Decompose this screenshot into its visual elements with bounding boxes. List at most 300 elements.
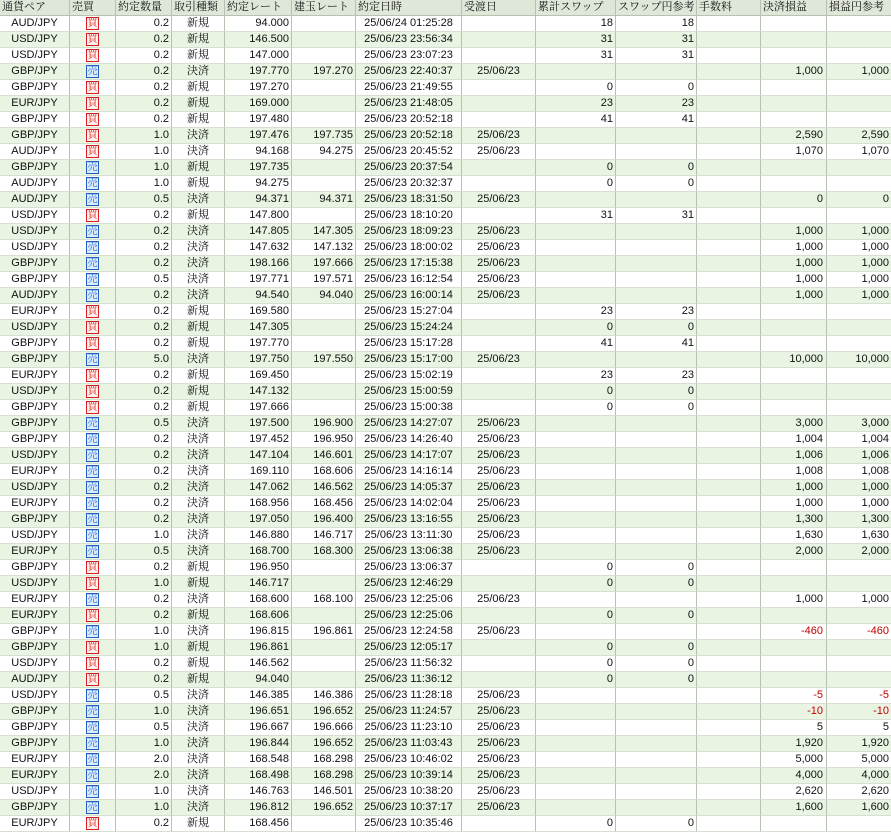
cell-trade-type: 決済 bbox=[172, 688, 225, 704]
sell-badge: 売 bbox=[87, 546, 98, 557]
table-row[interactable] bbox=[0, 496, 891, 512]
cell-trade-type: 新規 bbox=[172, 16, 225, 32]
cell-cumulative-swap bbox=[536, 784, 616, 800]
cell-settlement-date: 25/06/23 bbox=[462, 64, 536, 80]
column-header-position-rate[interactable]: 建玉レート bbox=[292, 0, 356, 16]
cell-position-rate: 196.900 bbox=[292, 416, 356, 432]
cell-quantity: 1.0 bbox=[116, 176, 172, 192]
cell-settlement-date: 25/06/23 bbox=[462, 768, 536, 784]
cell-fee bbox=[697, 784, 761, 800]
cell-settlement-date: 25/06/23 bbox=[462, 128, 536, 144]
column-header-settlement-date[interactable]: 受渡日 bbox=[462, 0, 536, 16]
cell-execution-rate: 147.132 bbox=[225, 384, 292, 400]
cell-pl-jpy: 1,008 bbox=[827, 464, 891, 480]
cell-side bbox=[70, 416, 116, 432]
cell-quantity: 1.0 bbox=[116, 640, 172, 656]
cell-side bbox=[70, 432, 116, 448]
cell-side bbox=[70, 448, 116, 464]
cell-position-rate bbox=[292, 640, 356, 656]
table-row[interactable] bbox=[0, 816, 891, 832]
cell-trade-type: 決済 bbox=[172, 512, 225, 528]
cell-swap-jpy bbox=[616, 768, 697, 784]
column-header-fee[interactable]: 手数料 bbox=[697, 0, 761, 16]
cell-cumulative-swap bbox=[536, 704, 616, 720]
cell-fee bbox=[697, 384, 761, 400]
cell-swap-jpy: 0 bbox=[616, 656, 697, 672]
cell-quantity: 0.2 bbox=[116, 816, 172, 832]
cell-currency-pair: GBP/JPY bbox=[0, 624, 70, 640]
table-row[interactable] bbox=[0, 784, 891, 800]
cell-trade-type: 決済 bbox=[172, 64, 225, 80]
cell-execution-datetime: 25/06/23 12:24:58 bbox=[356, 624, 462, 640]
cell-realized-pl: 0 bbox=[761, 192, 827, 208]
table-row[interactable] bbox=[0, 672, 891, 688]
cell-pl-jpy: 1,004 bbox=[827, 432, 891, 448]
cell-side bbox=[70, 704, 116, 720]
table-row[interactable] bbox=[0, 576, 891, 592]
cell-trade-type: 決済 bbox=[172, 464, 225, 480]
cell-settlement-date: 25/06/23 bbox=[462, 416, 536, 432]
table-row[interactable] bbox=[0, 512, 891, 528]
cell-side bbox=[70, 768, 116, 784]
column-header-currency-pair[interactable]: 通貨ペア bbox=[0, 0, 70, 16]
cell-settlement-date bbox=[462, 304, 536, 320]
table-row[interactable] bbox=[0, 688, 891, 704]
table-row[interactable] bbox=[0, 432, 891, 448]
table-row[interactable] bbox=[0, 112, 891, 128]
table-row[interactable] bbox=[0, 272, 891, 288]
cell-realized-pl: 1,630 bbox=[761, 528, 827, 544]
cell-currency-pair: GBP/JPY bbox=[0, 720, 70, 736]
cell-fee bbox=[697, 272, 761, 288]
table-row[interactable] bbox=[0, 448, 891, 464]
cell-fee bbox=[697, 608, 761, 624]
cell-cumulative-swap bbox=[536, 528, 616, 544]
cell-realized-pl bbox=[761, 560, 827, 576]
cell-side bbox=[70, 784, 116, 800]
cell-cumulative-swap bbox=[536, 288, 616, 304]
cell-position-rate: 168.298 bbox=[292, 768, 356, 784]
cell-trade-type: 決済 bbox=[172, 720, 225, 736]
cell-side bbox=[70, 48, 116, 64]
cell-fee bbox=[697, 544, 761, 560]
cell-cumulative-swap: 0 bbox=[536, 640, 616, 656]
cell-fee bbox=[697, 688, 761, 704]
cell-execution-datetime: 25/06/23 10:37:17 bbox=[356, 800, 462, 816]
cell-side bbox=[70, 192, 116, 208]
cell-position-rate: 197.550 bbox=[292, 352, 356, 368]
table-row[interactable] bbox=[0, 464, 891, 480]
cell-cumulative-swap bbox=[536, 800, 616, 816]
cell-cumulative-swap bbox=[536, 432, 616, 448]
cell-fee bbox=[697, 320, 761, 336]
cell-currency-pair: GBP/JPY bbox=[0, 640, 70, 656]
cell-currency-pair: AUD/JPY bbox=[0, 672, 70, 688]
cell-pl-jpy bbox=[827, 80, 891, 96]
cell-realized-pl: 3,000 bbox=[761, 416, 827, 432]
cell-quantity: 0.2 bbox=[116, 560, 172, 576]
cell-cumulative-swap bbox=[536, 720, 616, 736]
cell-side bbox=[70, 720, 116, 736]
cell-execution-rate: 168.956 bbox=[225, 496, 292, 512]
cell-currency-pair: USD/JPY bbox=[0, 688, 70, 704]
cell-position-rate bbox=[292, 368, 356, 384]
cell-realized-pl: 1,000 bbox=[761, 64, 827, 80]
cell-pl-jpy: 1,006 bbox=[827, 448, 891, 464]
cell-currency-pair: USD/JPY bbox=[0, 240, 70, 256]
cell-swap-jpy bbox=[616, 544, 697, 560]
cell-realized-pl bbox=[761, 208, 827, 224]
cell-fee bbox=[697, 704, 761, 720]
cell-settlement-date bbox=[462, 656, 536, 672]
cell-fee bbox=[697, 96, 761, 112]
cell-currency-pair: USD/JPY bbox=[0, 656, 70, 672]
cell-realized-pl bbox=[761, 304, 827, 320]
cell-cumulative-swap: 0 bbox=[536, 576, 616, 592]
cell-pl-jpy: 1,920 bbox=[827, 736, 891, 752]
cell-cumulative-swap: 23 bbox=[536, 368, 616, 384]
cell-fee bbox=[697, 464, 761, 480]
table-row[interactable] bbox=[0, 528, 891, 544]
cell-fee bbox=[697, 112, 761, 128]
cell-execution-rate: 197.666 bbox=[225, 400, 292, 416]
cell-realized-pl bbox=[761, 80, 827, 96]
sell-badge: 売 bbox=[87, 498, 98, 509]
cell-side bbox=[70, 560, 116, 576]
cell-swap-jpy: 23 bbox=[616, 96, 697, 112]
table-row[interactable] bbox=[0, 128, 891, 144]
cell-realized-pl: 2,590 bbox=[761, 128, 827, 144]
cell-pl-jpy: 1,000 bbox=[827, 272, 891, 288]
sell-badge: 売 bbox=[87, 434, 98, 445]
cell-currency-pair: USD/JPY bbox=[0, 32, 70, 48]
cell-settlement-date bbox=[462, 384, 536, 400]
cell-side bbox=[70, 240, 116, 256]
cell-position-rate: 196.400 bbox=[292, 512, 356, 528]
table-row[interactable] bbox=[0, 64, 891, 80]
cell-execution-rate: 94.000 bbox=[225, 16, 292, 32]
cell-trade-type: 決済 bbox=[172, 288, 225, 304]
cell-execution-rate: 196.667 bbox=[225, 720, 292, 736]
cell-swap-jpy bbox=[616, 496, 697, 512]
cell-fee bbox=[697, 800, 761, 816]
cell-pl-jpy bbox=[827, 112, 891, 128]
cell-side bbox=[70, 480, 116, 496]
table-row[interactable] bbox=[0, 32, 891, 48]
cell-execution-datetime: 25/06/23 23:56:34 bbox=[356, 32, 462, 48]
cell-swap-jpy bbox=[616, 464, 697, 480]
cell-trade-type: 決済 bbox=[172, 752, 225, 768]
cell-currency-pair: EUR/JPY bbox=[0, 96, 70, 112]
cell-pl-jpy: 1,070 bbox=[827, 144, 891, 160]
cell-execution-datetime: 25/06/23 14:16:14 bbox=[356, 464, 462, 480]
cell-pl-jpy: 2,590 bbox=[827, 128, 891, 144]
cell-trade-type: 新規 bbox=[172, 96, 225, 112]
table-row[interactable] bbox=[0, 48, 891, 64]
cell-execution-rate: 146.717 bbox=[225, 576, 292, 592]
table-row[interactable] bbox=[0, 768, 891, 784]
cell-swap-jpy: 31 bbox=[616, 48, 697, 64]
cell-swap-jpy: 31 bbox=[616, 208, 697, 224]
cell-cumulative-swap bbox=[536, 768, 616, 784]
cell-pl-jpy: 1,630 bbox=[827, 528, 891, 544]
cell-execution-datetime: 25/06/23 11:03:43 bbox=[356, 736, 462, 752]
cell-swap-jpy bbox=[616, 448, 697, 464]
cell-swap-jpy bbox=[616, 624, 697, 640]
cell-cumulative-swap: 23 bbox=[536, 304, 616, 320]
cell-fee bbox=[697, 416, 761, 432]
table-row[interactable] bbox=[0, 352, 891, 368]
column-header-execution-datetime[interactable]: 約定日時 bbox=[356, 0, 462, 16]
cell-settlement-date: 25/06/23 bbox=[462, 272, 536, 288]
cell-trade-type: 新規 bbox=[172, 112, 225, 128]
cell-swap-jpy: 0 bbox=[616, 384, 697, 400]
cell-realized-pl: 1,920 bbox=[761, 736, 827, 752]
cell-fee bbox=[697, 448, 761, 464]
table-row[interactable] bbox=[0, 304, 891, 320]
cell-currency-pair: USD/JPY bbox=[0, 320, 70, 336]
cell-currency-pair: USD/JPY bbox=[0, 208, 70, 224]
cell-cumulative-swap bbox=[536, 688, 616, 704]
cell-pl-jpy bbox=[827, 48, 891, 64]
cell-realized-pl: 1,008 bbox=[761, 464, 827, 480]
column-header-cumulative-swap[interactable]: 累計スワップ bbox=[536, 0, 616, 16]
cell-quantity: 0.2 bbox=[116, 208, 172, 224]
cell-pl-jpy: -5 bbox=[827, 688, 891, 704]
table-row[interactable] bbox=[0, 592, 891, 608]
cell-currency-pair: USD/JPY bbox=[0, 48, 70, 64]
cell-quantity: 0.2 bbox=[116, 448, 172, 464]
table-row[interactable] bbox=[0, 656, 891, 672]
cell-realized-pl bbox=[761, 816, 827, 832]
cell-pl-jpy bbox=[827, 576, 891, 592]
cell-settlement-date: 25/06/23 bbox=[462, 288, 536, 304]
cell-execution-datetime: 25/06/23 18:09:23 bbox=[356, 224, 462, 240]
cell-position-rate: 196.950 bbox=[292, 432, 356, 448]
table-row[interactable] bbox=[0, 368, 891, 384]
cell-execution-rate: 197.500 bbox=[225, 416, 292, 432]
sell-badge: 売 bbox=[87, 786, 98, 797]
cell-currency-pair: GBP/JPY bbox=[0, 128, 70, 144]
table-row[interactable] bbox=[0, 96, 891, 112]
cell-pl-jpy bbox=[827, 400, 891, 416]
cell-execution-datetime: 25/06/23 12:25:06 bbox=[356, 592, 462, 608]
cell-side bbox=[70, 736, 116, 752]
cell-swap-jpy bbox=[616, 192, 697, 208]
cell-realized-pl: 1,000 bbox=[761, 256, 827, 272]
cell-pl-jpy: 1,000 bbox=[827, 240, 891, 256]
cell-cumulative-swap: 31 bbox=[536, 48, 616, 64]
cell-cumulative-swap bbox=[536, 64, 616, 80]
cell-execution-rate: 168.700 bbox=[225, 544, 292, 560]
cell-position-rate bbox=[292, 560, 356, 576]
cell-quantity: 0.2 bbox=[116, 672, 172, 688]
cell-swap-jpy bbox=[616, 240, 697, 256]
cell-swap-jpy bbox=[616, 720, 697, 736]
cell-fee bbox=[697, 80, 761, 96]
cell-execution-rate: 169.000 bbox=[225, 96, 292, 112]
cell-side bbox=[70, 288, 116, 304]
cell-cumulative-swap: 0 bbox=[536, 80, 616, 96]
cell-fee bbox=[697, 336, 761, 352]
table-row[interactable] bbox=[0, 336, 891, 352]
cell-swap-jpy: 0 bbox=[616, 672, 697, 688]
cell-execution-datetime: 25/06/23 21:49:55 bbox=[356, 80, 462, 96]
table-row[interactable] bbox=[0, 560, 891, 576]
cell-execution-rate: 197.750 bbox=[225, 352, 292, 368]
column-header-trade-type[interactable]: 取引種類 bbox=[172, 0, 225, 16]
cell-settlement-date: 25/06/23 bbox=[462, 544, 536, 560]
cell-side bbox=[70, 64, 116, 80]
sell-badge: 売 bbox=[87, 194, 98, 205]
cell-position-rate: 147.132 bbox=[292, 240, 356, 256]
table-row[interactable] bbox=[0, 752, 891, 768]
sell-badge: 売 bbox=[87, 226, 98, 237]
cell-quantity: 0.2 bbox=[116, 224, 172, 240]
cell-realized-pl: 4,000 bbox=[761, 768, 827, 784]
table-row[interactable] bbox=[0, 640, 891, 656]
table-row[interactable] bbox=[0, 384, 891, 400]
table-row[interactable] bbox=[0, 16, 891, 32]
cell-pl-jpy bbox=[827, 176, 891, 192]
cell-execution-datetime: 25/06/23 12:46:29 bbox=[356, 576, 462, 592]
cell-quantity: 0.2 bbox=[116, 400, 172, 416]
table-row[interactable] bbox=[0, 224, 891, 240]
cell-fee bbox=[697, 288, 761, 304]
cell-execution-rate: 168.456 bbox=[225, 816, 292, 832]
table-row[interactable] bbox=[0, 720, 891, 736]
table-row[interactable] bbox=[0, 192, 891, 208]
cell-trade-type: 決済 bbox=[172, 224, 225, 240]
cell-settlement-date: 25/06/23 bbox=[462, 688, 536, 704]
table-row[interactable] bbox=[0, 144, 891, 160]
cell-trade-type: 決済 bbox=[172, 800, 225, 816]
cell-cumulative-swap: 0 bbox=[536, 160, 616, 176]
cell-quantity: 0.5 bbox=[116, 688, 172, 704]
table-row[interactable] bbox=[0, 480, 891, 496]
cell-side bbox=[70, 752, 116, 768]
cell-cumulative-swap bbox=[536, 256, 616, 272]
cell-quantity: 0.2 bbox=[116, 240, 172, 256]
table-row[interactable] bbox=[0, 320, 891, 336]
cell-swap-jpy bbox=[616, 800, 697, 816]
cell-side bbox=[70, 144, 116, 160]
sell-badge: 売 bbox=[87, 66, 98, 77]
cell-execution-datetime: 25/06/23 12:05:17 bbox=[356, 640, 462, 656]
cell-execution-datetime: 25/06/23 14:05:37 bbox=[356, 480, 462, 496]
table-row[interactable] bbox=[0, 736, 891, 752]
cell-execution-rate: 168.600 bbox=[225, 592, 292, 608]
cell-swap-jpy bbox=[616, 512, 697, 528]
cell-trade-type: 新規 bbox=[172, 48, 225, 64]
cell-position-rate: 197.735 bbox=[292, 128, 356, 144]
table-row[interactable] bbox=[0, 544, 891, 560]
table-row[interactable] bbox=[0, 256, 891, 272]
table-row[interactable] bbox=[0, 208, 891, 224]
column-header-swap-jpy[interactable]: スワップ円参考 bbox=[616, 0, 697, 16]
column-header-execution-rate[interactable]: 約定レート bbox=[225, 0, 292, 16]
cell-cumulative-swap: 0 bbox=[536, 400, 616, 416]
cell-execution-rate: 197.050 bbox=[225, 512, 292, 528]
cell-settlement-date bbox=[462, 48, 536, 64]
table-row[interactable] bbox=[0, 288, 891, 304]
cell-currency-pair: AUD/JPY bbox=[0, 144, 70, 160]
cell-pl-jpy bbox=[827, 304, 891, 320]
sell-badge: 売 bbox=[87, 178, 98, 189]
cell-cumulative-swap bbox=[536, 464, 616, 480]
cell-cumulative-swap: 31 bbox=[536, 32, 616, 48]
table-row[interactable] bbox=[0, 704, 891, 720]
column-header-side[interactable]: 売買 bbox=[70, 0, 116, 16]
cell-side bbox=[70, 304, 116, 320]
table-row[interactable] bbox=[0, 160, 891, 176]
table-row[interactable] bbox=[0, 400, 891, 416]
cell-fee bbox=[697, 736, 761, 752]
cell-currency-pair: EUR/JPY bbox=[0, 768, 70, 784]
table-row[interactable] bbox=[0, 240, 891, 256]
cell-realized-pl: 1,000 bbox=[761, 240, 827, 256]
cell-realized-pl bbox=[761, 176, 827, 192]
cell-currency-pair: GBP/JPY bbox=[0, 112, 70, 128]
column-header-pl-jpy[interactable]: 損益円参考 bbox=[827, 0, 891, 16]
cell-execution-datetime: 25/06/23 20:52:18 bbox=[356, 112, 462, 128]
cell-side bbox=[70, 816, 116, 832]
cell-currency-pair: USD/JPY bbox=[0, 784, 70, 800]
cell-trade-type: 決済 bbox=[172, 544, 225, 560]
table-row[interactable] bbox=[0, 800, 891, 816]
cell-cumulative-swap bbox=[536, 752, 616, 768]
cell-fee bbox=[697, 32, 761, 48]
cell-realized-pl bbox=[761, 96, 827, 112]
cell-quantity: 1.0 bbox=[116, 624, 172, 640]
table-row[interactable] bbox=[0, 416, 891, 432]
table-row[interactable] bbox=[0, 176, 891, 192]
cell-swap-jpy: 41 bbox=[616, 112, 697, 128]
cell-currency-pair: USD/JPY bbox=[0, 224, 70, 240]
column-header-realized-pl[interactable]: 決済損益 bbox=[761, 0, 827, 16]
buy-badge: 買 bbox=[87, 562, 98, 573]
cell-position-rate bbox=[292, 176, 356, 192]
cell-swap-jpy bbox=[616, 352, 697, 368]
cell-realized-pl bbox=[761, 368, 827, 384]
cell-trade-type: 新規 bbox=[172, 80, 225, 96]
cell-fee bbox=[697, 352, 761, 368]
cell-swap-jpy bbox=[616, 288, 697, 304]
cell-pl-jpy bbox=[827, 608, 891, 624]
cell-fee bbox=[697, 224, 761, 240]
cell-swap-jpy: 0 bbox=[616, 640, 697, 656]
cell-settlement-date bbox=[462, 32, 536, 48]
column-header-quantity[interactable]: 約定数量 bbox=[116, 0, 172, 16]
cell-cumulative-swap: 23 bbox=[536, 96, 616, 112]
table-row[interactable] bbox=[0, 608, 891, 624]
cell-quantity: 0.2 bbox=[116, 368, 172, 384]
cell-side bbox=[70, 320, 116, 336]
cell-execution-datetime: 25/06/23 14:26:40 bbox=[356, 432, 462, 448]
cell-position-rate: 146.501 bbox=[292, 784, 356, 800]
cell-quantity: 0.2 bbox=[116, 320, 172, 336]
cell-quantity: 0.5 bbox=[116, 544, 172, 560]
table-row[interactable] bbox=[0, 80, 891, 96]
cell-fee bbox=[697, 480, 761, 496]
cell-execution-datetime: 25/06/23 12:25:06 bbox=[356, 608, 462, 624]
table-row[interactable] bbox=[0, 624, 891, 640]
cell-pl-jpy: 1,000 bbox=[827, 256, 891, 272]
sell-badge: 売 bbox=[87, 418, 98, 429]
cell-settlement-date: 25/06/23 bbox=[462, 752, 536, 768]
cell-swap-jpy bbox=[616, 480, 697, 496]
cell-fee bbox=[697, 176, 761, 192]
